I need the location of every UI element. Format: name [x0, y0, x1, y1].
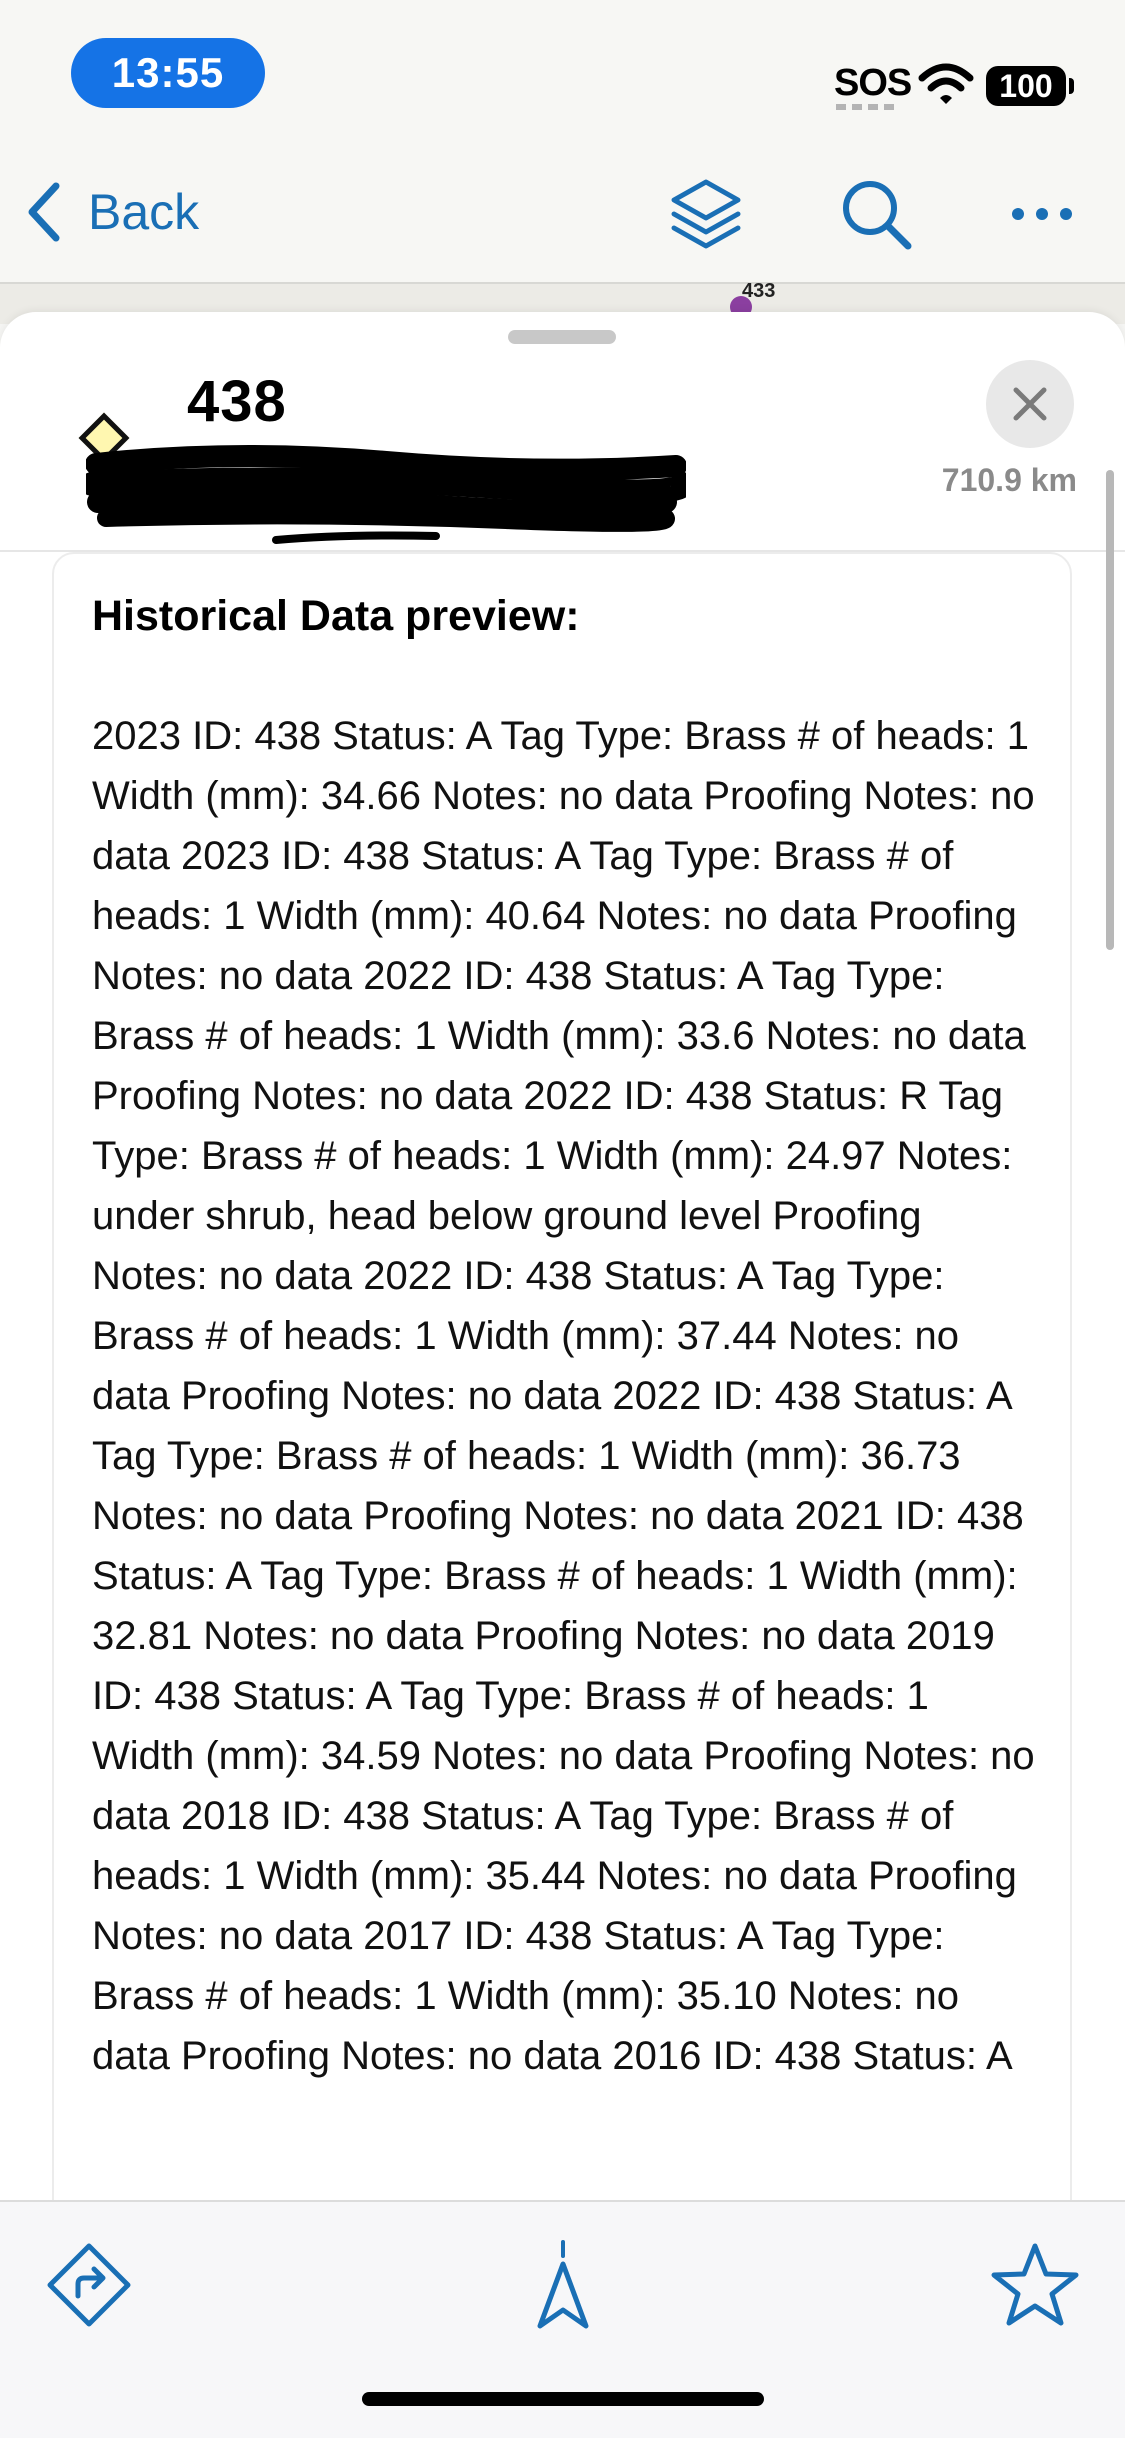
- historical-data-text: 2023 ID: 438 Status: A Tag Type: Brass # of heads: 1 Width (mm): 34.66 Notes: no data Proofing Notes: no data 2023 ID: 438 Status: A Tag Type: Brass # of heads: 1 Width (mm): 40.64 Notes: no data Proofing Notes: no data 2022 ID: 438 Status: A Tag Type: Brass # of heads: 1 Width (mm): 33.6 Notes: no data Proofing Notes: no data 2022 ID: 438 Status: R Tag Type: Brass # of heads: 1 Width (mm): 24.97 Notes: under shrub, head below ground level Proofing Notes: no data 2022 ID: 438 Status: A Tag Type: Brass # of heads: 1 Width (mm): 37.44 Notes: no data Proofing Notes: no data 2022 ID: 438 Status: A Tag Type: Brass # of heads: 1 Width (mm): 36.73 Notes: no data Proofing Notes: no data 2021 ID: 438 Status: A Tag Type: Brass # of heads: 1 Width (mm): 32.81 Notes: no data Proofing Notes: no data 2019 ID: 438 Status: A Tag Type: Brass # of heads: 1 Width (mm): 34.59 Notes: no data Proofing Notes: no data 2018 ID: 438 Status: A Tag Type: Brass # of heads: 1 Width (mm): 35.44 Notes: no data Proofing Notes: no data 2017 ID: 438 Status: A Tag Type: Brass # of heads: 1 Width (mm): 35.10 Notes: no data Proofing Notes: no data 2016 ID: 438 Status: A: [92, 714, 1035, 2078]
- distance-label: 710.9 km: [941, 462, 1077, 498]
- favorite-star-icon[interactable]: [990, 2240, 1080, 2330]
- back-label: Back: [88, 184, 200, 240]
- home-indicator: [362, 2392, 764, 2406]
- battery-indicator: 100: [986, 66, 1066, 106]
- chevron-left-icon: [24, 180, 64, 244]
- signal-dots: [836, 104, 898, 110]
- more-icon[interactable]: [1002, 174, 1082, 254]
- back-button[interactable]: [24, 180, 199, 244]
- status-time: 13:55: [71, 38, 265, 108]
- close-button[interactable]: [986, 360, 1074, 448]
- redaction-scribble: [86, 444, 686, 554]
- status-bar: [0, 0, 1125, 140]
- historical-data-card: [52, 552, 1072, 2202]
- scrollbar[interactable]: [1106, 470, 1114, 950]
- wifi-icon: [918, 62, 974, 106]
- sos-indicator: SOS: [834, 62, 912, 104]
- navigate-icon[interactable]: [518, 2240, 608, 2330]
- search-icon[interactable]: [836, 174, 916, 254]
- layers-icon[interactable]: [666, 174, 746, 254]
- historical-data-heading: Historical Data preview:: [92, 592, 580, 640]
- directions-icon[interactable]: [44, 2240, 134, 2330]
- feature-title: 438: [187, 369, 287, 434]
- navigation-bar: [0, 140, 1125, 284]
- feature-detail-sheet: [0, 312, 1125, 2202]
- sheet-grabber[interactable]: [508, 330, 616, 344]
- map-marker-label: 433: [742, 280, 776, 302]
- close-icon: [1011, 385, 1049, 423]
